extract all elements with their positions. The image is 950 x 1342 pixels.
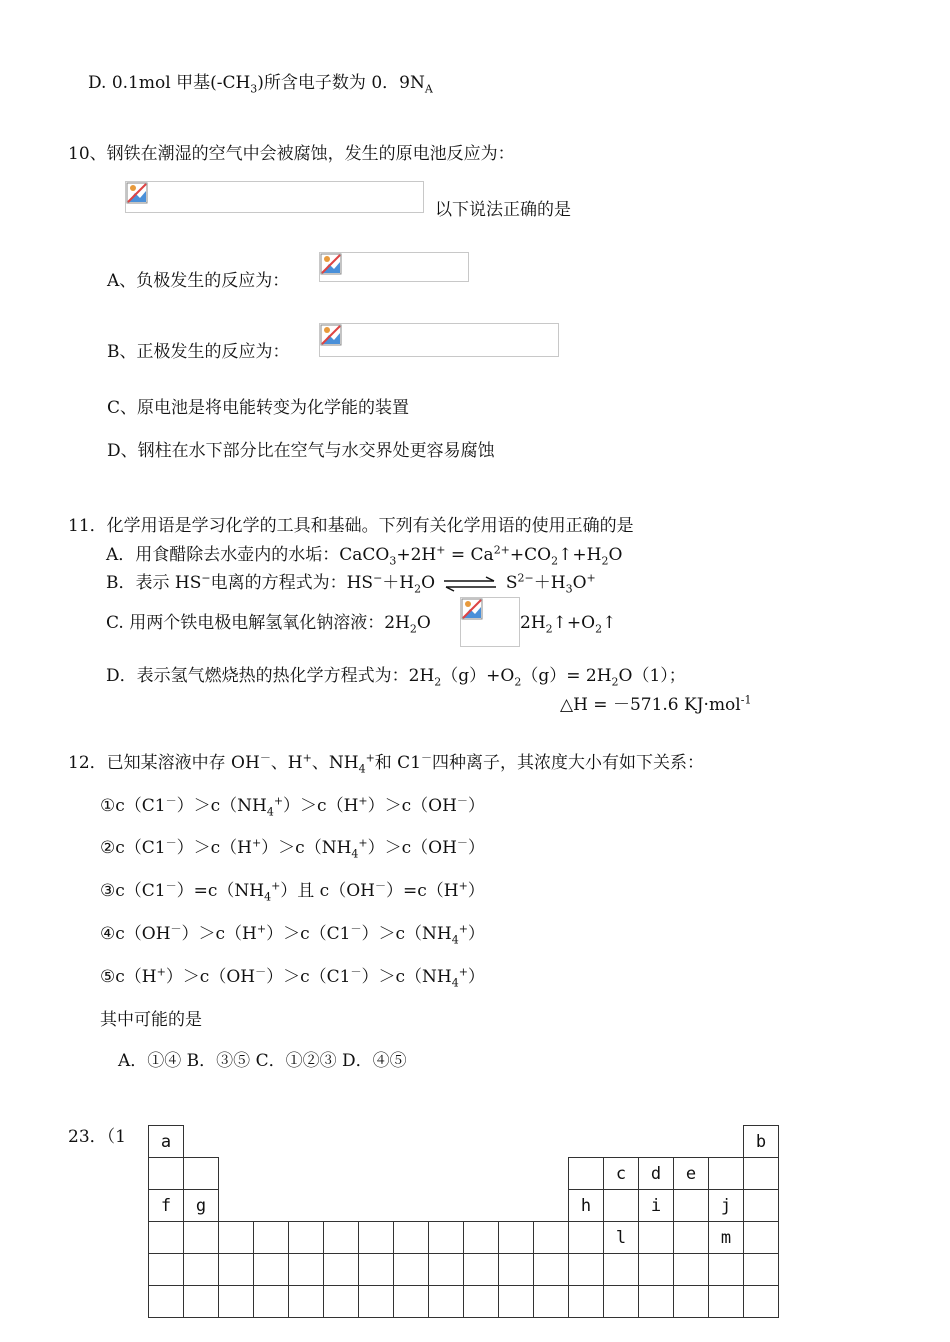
q11-option-a: A．用食醋除去水壶内的水垢：CaCO$_3$+2H+ = $Ca^{2+}+CO_2↑+H_2O$ <box>106 543 623 568</box>
q12-relation-2: $②c(C1^-)>c(H^+)>c(NH_4^+)>c(OH^-)$ <box>100 836 485 861</box>
element-cell-e: e <box>674 1158 709 1190</box>
q9-option-d: D. 0.1mol 甲基$(-CH_3)$所含电子数为 0．$9N_A$ <box>88 73 433 96</box>
q10-after-image: 以下说法正确的是 <box>435 200 571 220</box>
q11-option-c: C. 用两个铁电极电解氢氧化钠溶液：$2H_2O$ <box>106 613 431 636</box>
element-cell-f: f <box>149 1190 184 1222</box>
q12-options: A．①④ B．③⑤ C．①②③ D．④⑤ <box>118 1051 407 1071</box>
equilibrium-arrow-icon <box>442 576 498 592</box>
broken-image-icon <box>320 253 342 275</box>
q23-label: 23．（1 <box>68 1127 126 1147</box>
element-cell-c: c <box>604 1158 639 1190</box>
element-cell-b: b <box>744 1126 779 1158</box>
q12-relation-1: $①c(C1^-)>c(NH_4^+)>c(H^+)>c(OH^-)$ <box>100 794 485 819</box>
q12-which: 其中可能的是 <box>100 1010 202 1030</box>
element-cell-a: a <box>149 1126 184 1158</box>
q10-option-a: A、负极发生的反应为： <box>107 271 290 291</box>
q11-option-d: D．表示氢气燃烧热的热化学方程式为：$2H_2(g)+O_2(g)= 2H_2O(1)$； <box>106 666 686 689</box>
broken-image-icon <box>126 182 148 204</box>
element-cell-d: d <box>639 1158 674 1190</box>
broken-image-icon <box>461 598 483 620</box>
q11-option-d-enthalpy: △H = －571.6 KJ·mol$^{-1}$ <box>560 693 752 715</box>
broken-image-anode <box>319 252 469 282</box>
q12-relation-5: $⑤c(H^+)>c(OH^-)>c(C1^-)>c(NH_4^+)$ <box>100 965 485 990</box>
q10-option-b: B、正极发生的反应为： <box>107 342 290 362</box>
q10-option-d: D、钢柱在水下部分比在空气与水交界处更容易腐蚀 <box>107 441 495 461</box>
element-cell-m: m <box>709 1222 744 1254</box>
element-cell-i: i <box>639 1190 674 1222</box>
q10-stem: 10、钢铁在潮湿的空气中会被腐蚀，发生的原电池反应为： <box>68 144 515 164</box>
broken-image-reaction <box>125 181 424 213</box>
broken-image-icon <box>320 324 342 346</box>
q11-option-c-products: $2H_2↑+O_2↑$ <box>520 613 617 636</box>
q12-relation-3: $③c(C1^-)=c(NH_4^+)$且 c（OH－）=c（H+） <box>100 879 485 904</box>
broken-image-electrolysis-arrow <box>460 597 520 647</box>
element-cell-g: g <box>184 1190 219 1222</box>
periodic-table-outline <box>148 1125 779 1318</box>
q11-stem: 11．化学用语是学习化学的工具和基础。下列有关化学用语的使用正确的是 <box>68 516 634 536</box>
q10-option-c: C、原电池是将电能转变为化学能的装置 <box>107 398 410 418</box>
element-cell-j: j <box>709 1190 744 1222</box>
broken-image-cathode <box>319 323 559 357</box>
element-cell-l: l <box>604 1222 639 1254</box>
q12-stem: 12．已知某溶液中存 OH－、H+、$NH_4^+$和 C1－四种离子，其浓度大小有如下关系： <box>68 751 705 776</box>
q12-relation-4: $④c(OH^-)>c(H^+)>c(C1^-)>c(NH_4^+)$ <box>100 922 485 947</box>
element-cell-h: h <box>569 1190 604 1222</box>
q11-option-b: B．表示 HS−电离的方程式为：$HS^-+H_2O$ $S^{2-}+H_3O^+$ <box>106 571 596 596</box>
